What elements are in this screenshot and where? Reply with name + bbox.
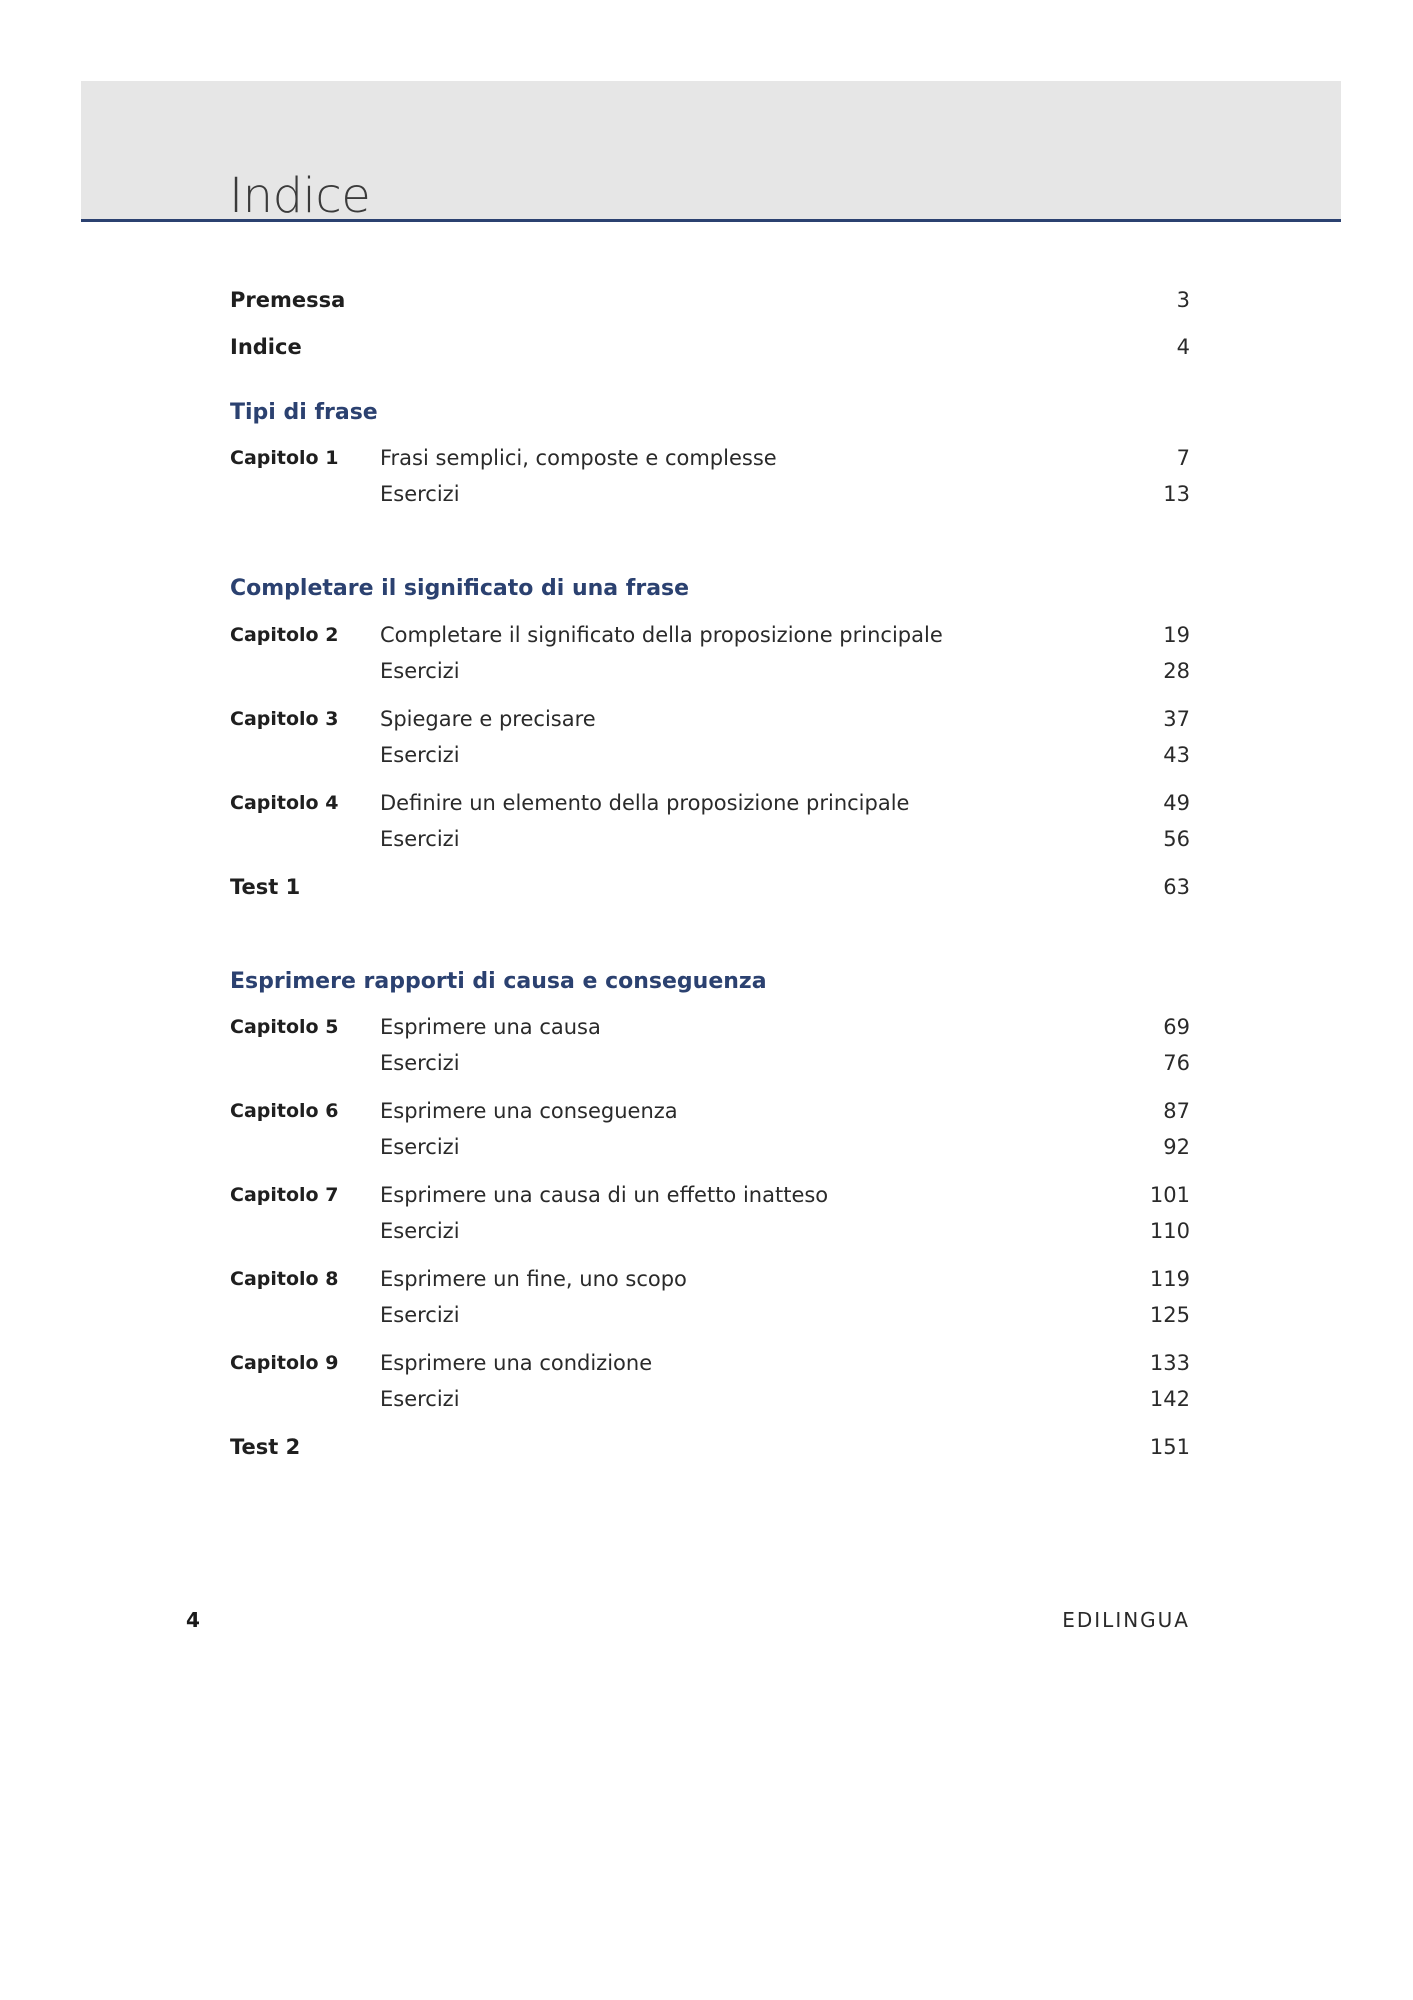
chapter-number: Capitolo 8: [230, 1268, 339, 1290]
exercises-label: Esercizi: [380, 1303, 460, 1327]
toc-chapter-5[interactable]: [230, 1009, 1190, 1045]
chapter-page: 119: [1149, 1267, 1190, 1291]
chapter-page: 49: [1163, 791, 1190, 815]
chapter-number: Capitolo 5: [230, 1016, 339, 1038]
chapter-page: 7: [1176, 446, 1190, 470]
test-page: 151: [1149, 1435, 1190, 1459]
chapter-page: 19: [1163, 623, 1190, 647]
chapter-title: Spiegare e precisare: [380, 707, 596, 731]
toc-exercises-4[interactable]: [230, 821, 1190, 857]
toc-entry-page: 3: [1176, 288, 1190, 312]
chapter-page: 37: [1163, 707, 1190, 731]
chapter-page: 133: [1149, 1351, 1190, 1375]
exercises-page: 43: [1163, 743, 1190, 767]
toc-exercises-9[interactable]: [230, 1381, 1190, 1417]
chapter-title: Esprimere un fine, uno scopo: [380, 1267, 687, 1291]
chapter-title: Esprimere una causa di un effetto inatteso: [380, 1183, 829, 1207]
chapter-title: Definire un elemento della proposizione principale: [380, 791, 910, 815]
exercises-label: Esercizi: [380, 482, 460, 506]
toc-exercises-8[interactable]: [230, 1297, 1190, 1333]
chapter-number: Capitolo 3: [230, 708, 339, 730]
chapter-title: Completare il significato della proposizione principale: [380, 623, 943, 647]
toc-exercises-6[interactable]: [230, 1129, 1190, 1165]
toc-chapter-6[interactable]: [230, 1093, 1190, 1129]
chapter-number: Capitolo 4: [230, 792, 339, 814]
toc-chapter-9[interactable]: [230, 1345, 1190, 1381]
toc-chapter-2[interactable]: [230, 617, 1190, 653]
exercises-label: Esercizi: [380, 827, 460, 851]
publisher-logo: EDILINGUA: [1062, 1608, 1190, 1632]
chapter-number: Capitolo 2: [230, 624, 339, 646]
section-heading: Tipi di frase: [230, 400, 378, 425]
exercises-label: Esercizi: [380, 743, 460, 767]
test-page: 63: [1163, 875, 1190, 899]
exercises-page: 142: [1149, 1387, 1190, 1411]
toc-chapter-1[interactable]: [230, 440, 1190, 476]
chapter-number: Capitolo 9: [230, 1352, 339, 1374]
exercises-page: 56: [1163, 827, 1190, 851]
exercises-label: Esercizi: [380, 1135, 460, 1159]
exercises-page: 125: [1149, 1303, 1190, 1327]
toc-entry-page: 4: [1176, 335, 1190, 359]
exercises-page: 76: [1163, 1051, 1190, 1075]
toc-exercises-1[interactable]: [230, 476, 1190, 512]
toc-chapter-4[interactable]: [230, 785, 1190, 821]
exercises-page: 13: [1163, 482, 1190, 506]
toc-exercises-5[interactable]: [230, 1045, 1190, 1081]
exercises-label: Esercizi: [380, 1387, 460, 1411]
toc-entry-label: Indice: [230, 335, 302, 359]
toc-chapter-8[interactable]: [230, 1261, 1190, 1297]
exercises-page: 92: [1163, 1135, 1190, 1159]
toc-entry-label: Premessa: [230, 288, 346, 312]
toc-exercises-7[interactable]: [230, 1213, 1190, 1249]
test-label: Test 1: [230, 875, 301, 899]
toc-test-2[interactable]: [230, 1429, 1190, 1465]
chapter-title: Frasi semplici, composte e complesse: [380, 446, 777, 470]
page-title: Indice: [229, 168, 371, 224]
chapter-title: Esprimere una conseguenza: [380, 1099, 678, 1123]
chapter-number: Capitolo 1: [230, 447, 339, 469]
exercises-label: Esercizi: [380, 659, 460, 683]
chapter-number: Capitolo 6: [230, 1100, 339, 1122]
section-heading: Completare il significato di una frase: [230, 576, 690, 601]
exercises-label: Esercizi: [380, 1051, 460, 1075]
toc-chapter-7[interactable]: [230, 1177, 1190, 1213]
toc-entry-indice[interactable]: [230, 329, 1190, 365]
toc-exercises-3[interactable]: [230, 737, 1190, 773]
toc-entry-premessa[interactable]: [230, 282, 1190, 318]
chapter-title: Esprimere una causa: [380, 1015, 601, 1039]
toc-chapter-3[interactable]: [230, 701, 1190, 737]
chapter-page: 101: [1149, 1183, 1190, 1207]
toc-test-1[interactable]: [230, 869, 1190, 905]
exercises-page: 110: [1149, 1219, 1190, 1243]
exercises-label: Esercizi: [380, 1219, 460, 1243]
test-label: Test 2: [230, 1435, 301, 1459]
toc-exercises-2[interactable]: [230, 653, 1190, 689]
exercises-page: 28: [1163, 659, 1190, 683]
chapter-title: Esprimere una condizione: [380, 1351, 653, 1375]
chapter-page: 87: [1163, 1099, 1190, 1123]
section-heading: Esprimere rapporti di causa e conseguenza: [230, 969, 767, 994]
footer-page-number: 4: [186, 1608, 200, 1632]
chapter-number: Capitolo 7: [230, 1184, 339, 1206]
chapter-page: 69: [1163, 1015, 1190, 1039]
